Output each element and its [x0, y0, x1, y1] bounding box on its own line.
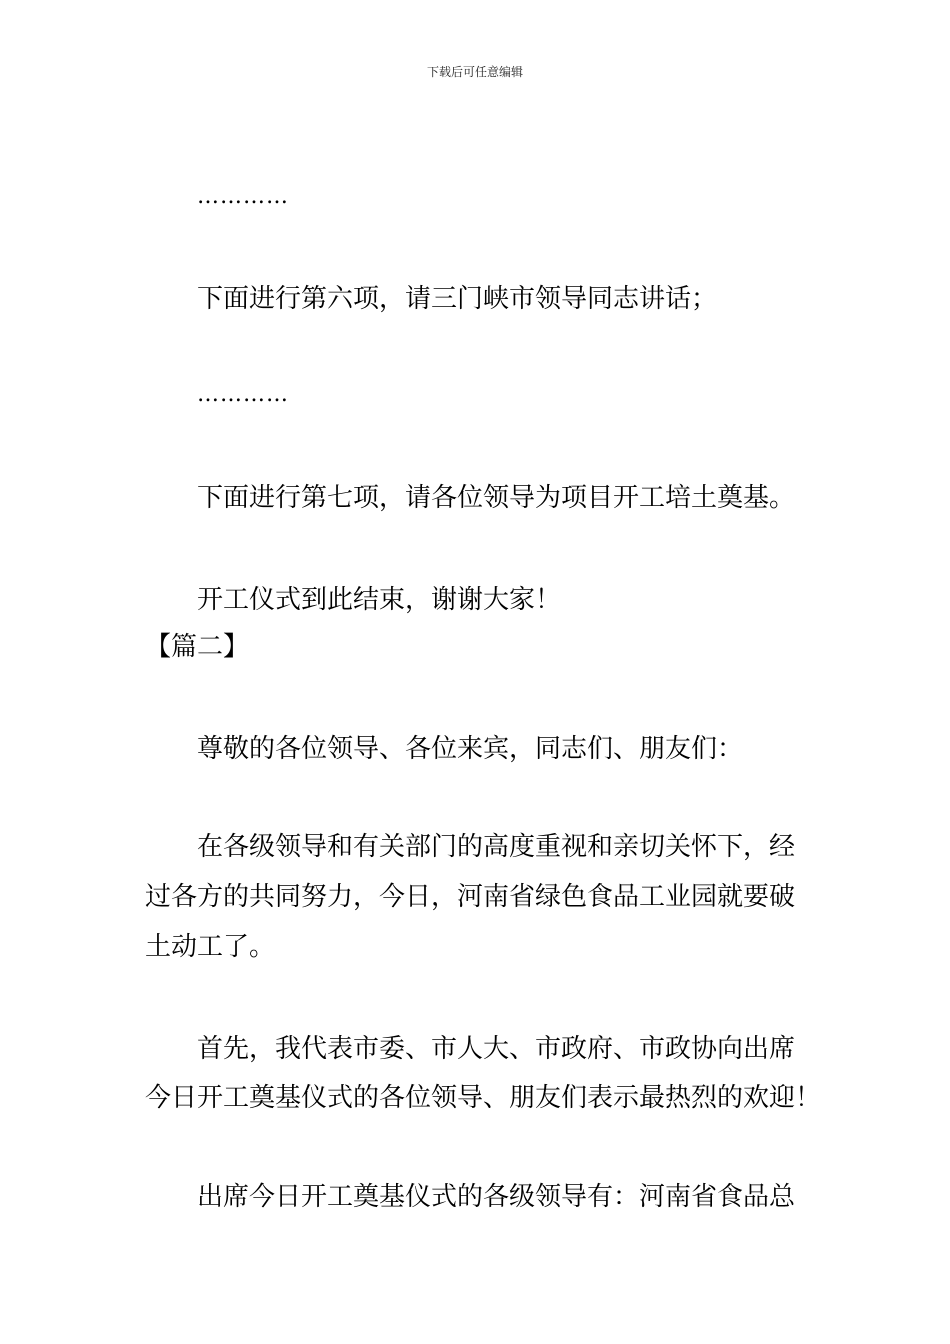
paragraph-line: 过各方的共同努力，今日，河南省绿色食品工业园就要破	[145, 882, 796, 912]
ellipsis-line: …………	[197, 382, 289, 407]
header-note: 下载后可任意编辑	[426, 65, 523, 79]
paragraph-line: 今日开工奠基仪式的各位领导、朋友们表示最热烈的欢迎！	[145, 1083, 822, 1113]
paragraph-line: 土动工了。	[145, 932, 276, 962]
ellipsis-line: …………	[197, 184, 289, 209]
section-heading: 【篇二】	[145, 632, 250, 662]
paragraph-line: 开工仪式到此结束，谢谢大家！	[197, 585, 562, 615]
paragraph-line: 在各级领导和有关部门的高度重视和亲切关怀下，经	[197, 832, 796, 862]
paragraph-line: 首先，我代表市委、市人大、市政府、市政协向出席	[197, 1034, 796, 1064]
paragraph-line: 出席今日开工奠基仪式的各级领导有：河南省食品总	[197, 1182, 796, 1212]
paragraph-line: 尊敬的各位领导、各位来宾，同志们、朋友们：	[197, 734, 744, 764]
paragraph-line: 下面进行第七项，请各位领导为项目开工培土奠基。	[197, 483, 796, 513]
paragraph-line: 下面进行第六项，请三门峡市领导同志讲话；	[197, 284, 718, 314]
